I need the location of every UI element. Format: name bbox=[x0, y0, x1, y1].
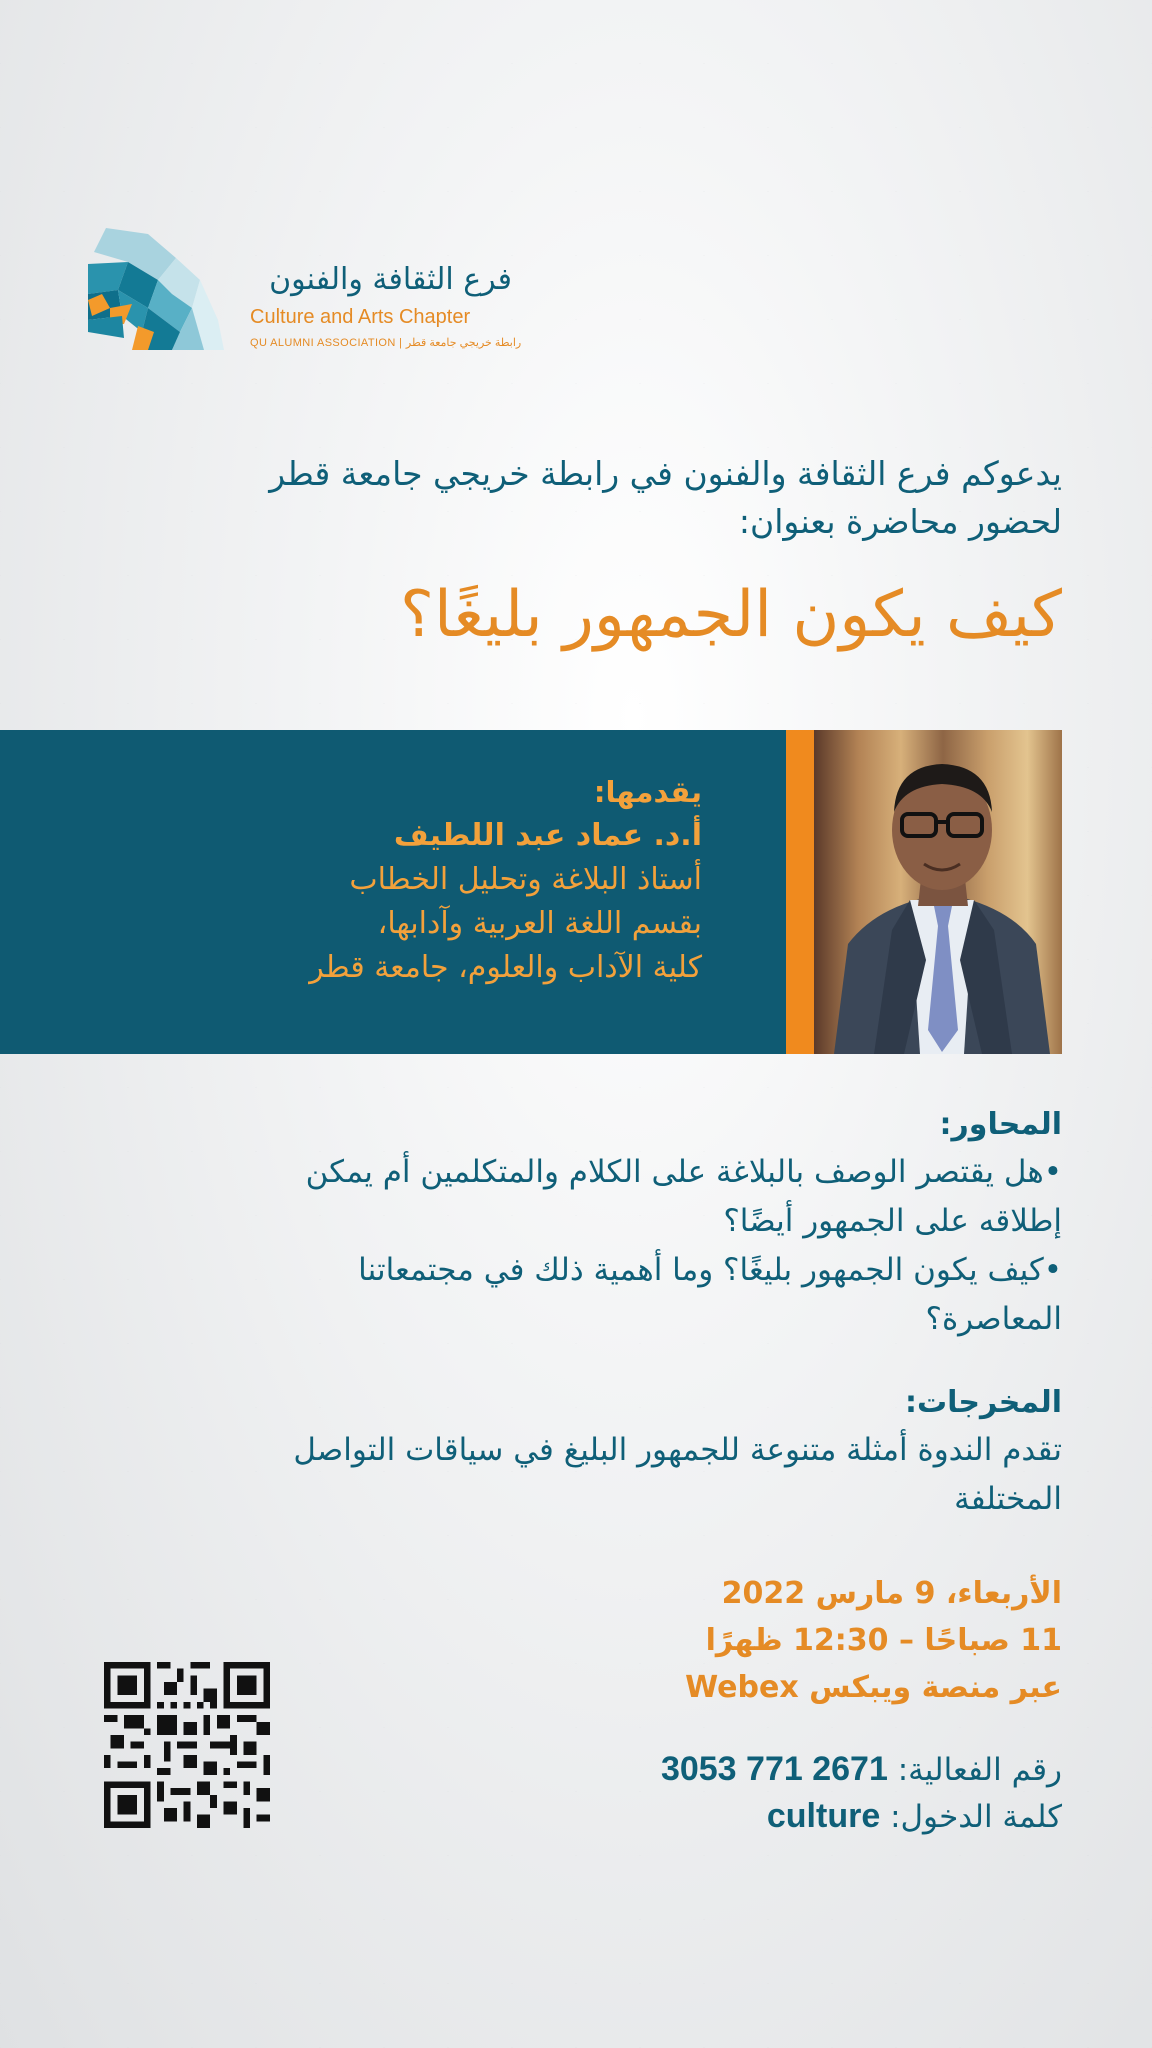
presenter-title-line-1: أستاذ البلاغة وتحليل الخطاب bbox=[349, 862, 702, 897]
logo-english-name: Culture and Arts Chapter bbox=[250, 306, 471, 328]
event-number-row bbox=[342, 1746, 1062, 1793]
accent-bar bbox=[786, 730, 814, 1054]
presenter-label: يقدمها: bbox=[593, 775, 702, 809]
password-value: culture bbox=[766, 1797, 881, 1835]
topic-1-line-1: •هل يقتصر الوصف بالبلاغة على الكلام والمتكلمين أم يمكن bbox=[305, 1154, 1062, 1190]
logo-text-block bbox=[250, 262, 521, 349]
invitation-text bbox=[122, 450, 1062, 546]
invitation-line-2: لحضور محاضرة بعنوان: bbox=[738, 502, 1062, 541]
topic-1-line-2: إطلاقه على الجمهور أيضًا؟ bbox=[723, 1203, 1062, 1239]
password-row bbox=[342, 1793, 1062, 1840]
qr-code-icon[interactable] bbox=[104, 1662, 270, 1828]
topics-heading: المحاور: bbox=[939, 1107, 1062, 1142]
presenter-photo bbox=[814, 730, 1062, 1054]
lecture-title: كيف يكون الجمهور بليغًا؟ bbox=[400, 578, 1062, 652]
event-date: الأربعاء، 9 مارس 2022 bbox=[721, 1576, 1062, 1611]
outcomes-heading: المخرجات: bbox=[905, 1385, 1062, 1420]
logo-association: QU ALUMNI ASSOCIATION | رابطة خريجي جامعة قطر bbox=[250, 337, 522, 349]
logo-arabic-name: فرع الثقافة والفنون bbox=[269, 262, 512, 297]
event-number-label: رقم الفعالية: bbox=[897, 1752, 1062, 1788]
presenter-title-line-3: كلية الآداب والعلوم، جامعة قطر bbox=[309, 950, 702, 985]
topics-section bbox=[102, 1102, 1062, 1344]
event-platform: عبر منصة ويبكس Webex bbox=[685, 1670, 1062, 1705]
presenter-title-line-2: بقسم اللغة العربية وآدابها، bbox=[377, 906, 702, 941]
access-details bbox=[342, 1746, 1062, 1840]
presenter-band bbox=[0, 730, 786, 1054]
event-details bbox=[362, 1570, 1062, 1711]
presenter-name: أ.د. عماد عبد اللطيف bbox=[393, 818, 702, 853]
event-time: 11 صباحًا – 12:30 ظهرًا bbox=[705, 1623, 1062, 1658]
password-label: كلمة الدخول: bbox=[890, 1799, 1062, 1835]
event-number-value: 2671 771 3053 bbox=[660, 1750, 888, 1788]
topic-2-line-1: •كيف يكون الجمهور بليغًا؟ وما أهمية ذلك في مجتمعاتنا bbox=[358, 1252, 1062, 1288]
outcomes-section bbox=[102, 1380, 1062, 1524]
outcomes-line-1: تقدم الندوة أمثلة متنوعة للجمهور البليغ في سياقات التواصل bbox=[293, 1432, 1062, 1468]
invitation-line-1: يدعوكم فرع الثقافة والفنون في رابطة خريجي جامعة قطر bbox=[269, 454, 1062, 493]
outcomes-line-2: المختلفة bbox=[954, 1481, 1062, 1517]
topic-2-line-2: المعاصرة؟ bbox=[925, 1301, 1062, 1337]
presenter-info bbox=[22, 770, 786, 990]
culture-arts-logo-icon bbox=[88, 228, 224, 350]
